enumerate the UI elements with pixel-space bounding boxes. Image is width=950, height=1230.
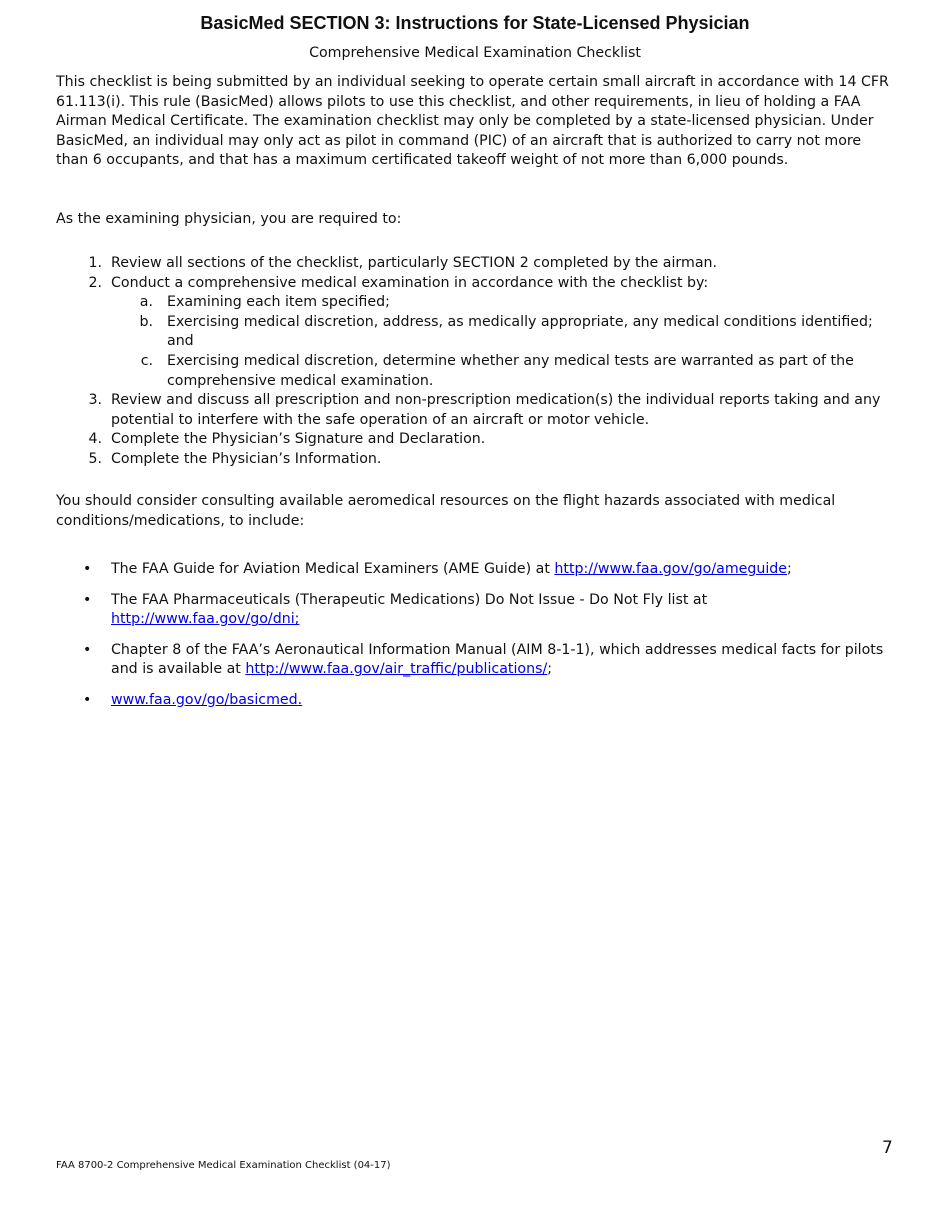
step-5 [56, 450, 896, 470]
intro-paragraph: This checklist is being submitted by an individual seeking to operate certain small aircraft in accordance with 14 CFR 61.113(i). This rule (BasicMed) allows pilots to use this checklist, and other requirements, in lieu of holding a FAA Airman Medical Certificate. The examination checklist may only be completed by a state-licensed physician. Under BasicMed, an individual may only act as pilot in command (PIC) of an aircraft that is authorized to carry not more than 6 occupants, and that has a maximum certificated takeoff weight of not more than 6,000 pounds. [56, 74, 889, 169]
substep-b [111, 313, 896, 352]
bullet-icon: • [83, 691, 92, 708]
step-number: 3. [88, 392, 102, 409]
step-4 [56, 430, 896, 450]
substep-text: Examining each item specified; [167, 294, 390, 311]
resource-text: The FAA Guide for Aviation Medical Examiners (AME Guide) at [111, 561, 555, 577]
bullet-icon: • [83, 591, 92, 608]
resource-suffix: ; [547, 661, 553, 678]
page-number: 7 [882, 1138, 893, 1158]
substep-c [111, 352, 896, 391]
step-number: 4. [88, 431, 102, 448]
step-number: 5. [88, 450, 102, 467]
step-text: Complete the Physician’s Information. [111, 450, 382, 467]
resources-list [56, 560, 896, 722]
page-title: BasicMed SECTION 3: Instructions for State-Licensed Physician [200, 13, 750, 33]
page-subtitle: Comprehensive Medical Examination Checklist [309, 45, 641, 61]
basicmed-link[interactable]: www.faa.gov/go/basicmed. [111, 691, 303, 708]
ame-guide-link[interactable]: http://www.faa.gov/go/ameguide [554, 561, 788, 577]
substep-letter: a. [139, 294, 153, 311]
bullet-icon: • [83, 641, 92, 658]
step-text: Conduct a comprehensive medical examination in accordance with the checklist by: [111, 274, 709, 291]
resource-dni-list [56, 591, 896, 630]
step-3 [56, 391, 896, 430]
resource-basicmed [56, 691, 896, 711]
requirements-list [56, 254, 896, 470]
substep-list [111, 293, 896, 391]
substep-letter: b. [139, 313, 153, 330]
step-text: Review all sections of the checklist, particularly SECTION 2 completed by the airman. [111, 255, 718, 271]
step-text: Review and discuss all prescription and non-prescription medication(s) the individual reports taking and any potential to interfere with the safe operation of an aircraft or motor vehicle. [111, 392, 881, 428]
step-number: 2. [88, 274, 102, 291]
resource-ame-guide [56, 560, 896, 580]
resource-text: Chapter 8 of the FAA’s Aeronautical Information Manual (AIM 8-1-1), which addresses medical facts for pilots and is available at [111, 641, 884, 678]
resources-intro: You should consider consulting available aeromedical resources on the flight hazards associated with medical conditions/medications, to include: [56, 493, 836, 529]
aim-publications-link[interactable]: http://www.faa.gov/air_traffic/publications/ [245, 661, 548, 678]
resource-aim [56, 641, 896, 680]
substep-text: Exercising medical discretion, determine whether any medical tests are warranted as part of the comprehensive medical examination. [167, 352, 854, 389]
bullet-icon: • [83, 561, 92, 577]
step-1 [56, 254, 896, 274]
step-text: Complete the Physician’s Signature and Declaration. [111, 431, 486, 448]
step-number: 1. [88, 255, 102, 271]
substep-text: Exercising medical discretion, address, as medically appropriate, any medical conditions identified; and [167, 313, 873, 350]
footer-form-id: FAA 8700-2 Comprehensive Medical Examination Checklist (04-17) [56, 1160, 391, 1171]
resource-text: The FAA Pharmaceuticals (Therapeutic Medications) Do Not Issue - Do Not Fly list at [111, 591, 708, 608]
resource-suffix: ; [787, 561, 792, 577]
requirements-intro: As the examining physician, you are required to: [56, 211, 402, 227]
step-2 [56, 274, 896, 392]
substep-letter: c. [140, 352, 153, 369]
substep-a [111, 293, 896, 313]
dni-link[interactable]: http://www.faa.gov/go/dni; [111, 611, 300, 628]
